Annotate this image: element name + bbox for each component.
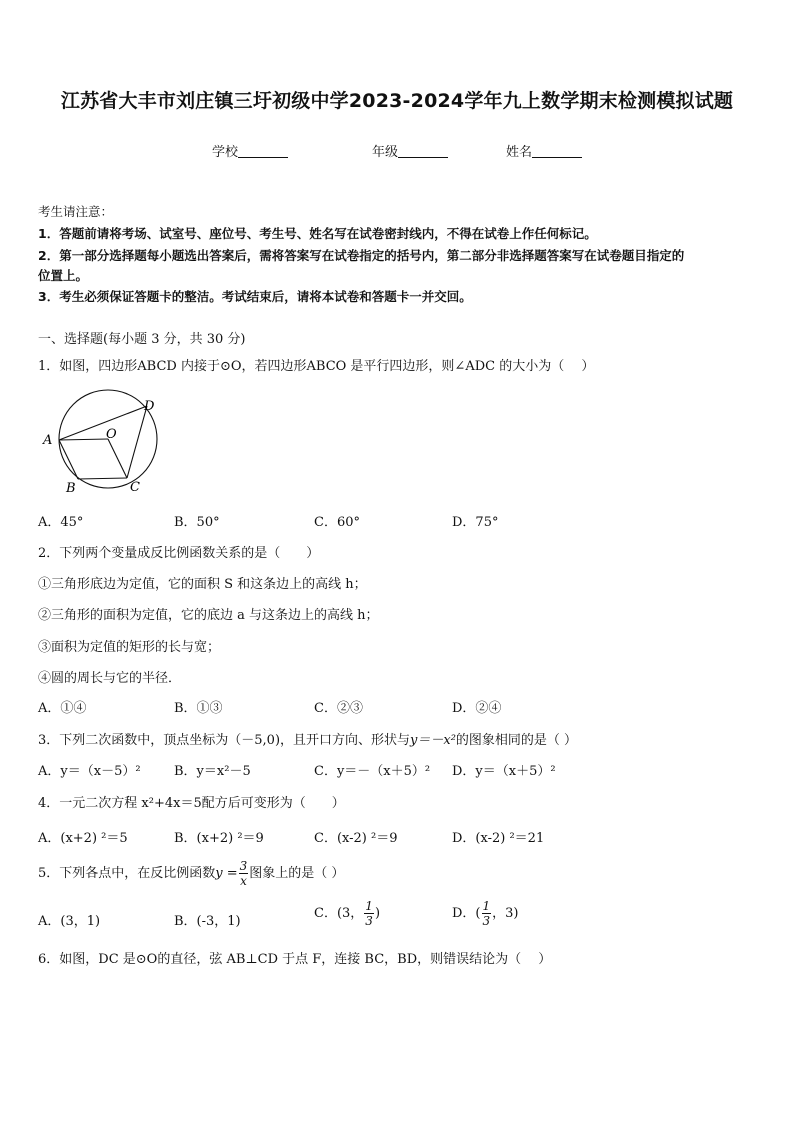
q4-option-d[interactable]: D．(x-2) ²＝21 xyxy=(452,831,545,846)
q5-option-d-fraction: $\frac{1}{3}$ xyxy=(482,899,491,928)
q5-option-a[interactable]: A．(3，1) xyxy=(38,914,101,929)
q1-option-b[interactable]: B．50° xyxy=(174,515,220,530)
q2-statement-2: ②三角形的面积为定值，它的底边 a 与这条边上的高线 h； xyxy=(38,608,379,623)
q2-option-b[interactable]: B．①③ xyxy=(174,701,223,716)
q5-option-b[interactable]: B．(-3，1) xyxy=(174,914,241,929)
q5-option-d[interactable] xyxy=(452,900,518,927)
label-b: B xyxy=(66,481,76,496)
section-heading: 一、选择题(每小题 3 分，共 30 分) xyxy=(38,332,246,347)
q5-option-c-pre: C．(3， xyxy=(314,906,364,921)
school-field[interactable] xyxy=(212,141,288,160)
question-4-text: 4．一元二次方程 x²+4x＝5配方后可变形为（ ） xyxy=(38,796,345,811)
notice-heading: 考生请注意： xyxy=(38,204,114,219)
label-a: A xyxy=(43,433,53,448)
q5-text-post: 图象上的是（ ） xyxy=(249,866,345,881)
q5-text-pre: 5．下列各点中，在反比例函数 xyxy=(38,866,216,881)
q1-option-c[interactable]: C．60° xyxy=(314,515,360,530)
q5-option-c[interactable] xyxy=(314,900,380,927)
q1-option-a[interactable]: A．45° xyxy=(38,515,84,530)
question-1-text: 1．如图，四边形ABCD 内接于⊙O，若四边形ABCO 是平行四边形，则∠ADC 的大小为（ ） xyxy=(38,359,595,374)
notice-item-2-cont: 位置上。 xyxy=(38,268,89,283)
name-label: 姓名 xyxy=(506,145,533,160)
q3-equation: y＝－x² xyxy=(410,733,456,748)
notice-item-1: 1．答题前请将考场、试室号、座位号、考生号、姓名写在试卷密封线内，不得在试卷上作任何标记。 xyxy=(38,226,597,241)
q2-statement-3: ③面积为定值的矩形的长与宽； xyxy=(38,640,221,655)
q4-option-c[interactable]: C．(x-2) ²＝9 xyxy=(314,831,398,846)
question-5-text xyxy=(38,860,344,887)
q1-option-d[interactable]: D．75° xyxy=(452,515,499,530)
name-field[interactable] xyxy=(506,141,582,160)
grade-label: 年级 xyxy=(372,145,399,160)
question-2-text: 2．下列两个变量成反比例函数关系的是（ ） xyxy=(38,546,320,561)
notice-item-2: 2．第一部分选择题每小题选出答案后，需将答案写在试卷指定的括号内，第二部分非选择题答案写在试卷题目指定的 xyxy=(38,248,685,263)
q3-text-pre: 3．下列二次函数中，顶点坐标为（－5,0)，且开口方向、形状与 xyxy=(38,733,411,748)
q2-option-a[interactable]: A．①④ xyxy=(38,701,87,716)
q3-text-post: 的图象相同的是（ ） xyxy=(455,733,578,748)
question-6-text: 6．如图，DC 是⊙O的直径，弦 AB⊥CD 于点 F，连接 BC，BD，则错误结论为（ ） xyxy=(38,952,552,967)
q2-option-c[interactable]: C．②③ xyxy=(314,701,363,716)
question-3-text xyxy=(38,729,577,748)
notice-item-3: 3．考生必须保证答题卡的整洁。考试结束后，请将本试卷和答题卡一并交回。 xyxy=(38,289,472,304)
page-title: 江苏省大丰市刘庄镇三圩初级中学2023-2024学年九上数学期末检测模拟试题 xyxy=(60,90,734,112)
q5-option-d-post: ，3) xyxy=(492,906,519,921)
q3-option-c[interactable]: C．y＝－（x＋5）² xyxy=(314,764,431,779)
q2-statement-4: ④圆的周长与它的半径． xyxy=(38,671,182,686)
q5-option-d-pre: D．( xyxy=(452,906,481,921)
q5-fraction: $\frac{3}{x}$ xyxy=(239,859,248,888)
grade-field[interactable] xyxy=(372,141,448,160)
q3-option-b[interactable]: B．y＝x²－5 xyxy=(174,764,251,779)
q5-func-lhs: y = xyxy=(215,866,238,881)
q4-option-b[interactable]: B．(x+2) ²＝9 xyxy=(174,831,264,846)
q3-option-a[interactable]: A．y＝（x－5）² xyxy=(38,764,141,779)
q2-statement-1: ①三角形底边为定值，它的面积 S 和这条边上的高线 h； xyxy=(38,577,367,592)
q5-option-c-fraction: $\frac{1}{3}$ xyxy=(365,899,373,928)
q4-option-a[interactable]: A．(x+2) ²＝5 xyxy=(38,831,128,846)
grade-blank[interactable] xyxy=(398,143,448,158)
label-o: O xyxy=(106,427,117,442)
label-c: C xyxy=(130,480,140,495)
school-label: 学校 xyxy=(212,145,239,160)
school-blank[interactable] xyxy=(238,143,288,158)
circle-diagram-q1 xyxy=(36,388,166,496)
name-blank[interactable] xyxy=(532,143,582,158)
q3-option-d[interactable]: D．y＝（x＋5）² xyxy=(452,764,556,779)
q5-option-c-post: ) xyxy=(374,906,381,921)
label-d: D xyxy=(144,399,155,414)
q2-option-d[interactable]: D．②④ xyxy=(452,701,502,716)
